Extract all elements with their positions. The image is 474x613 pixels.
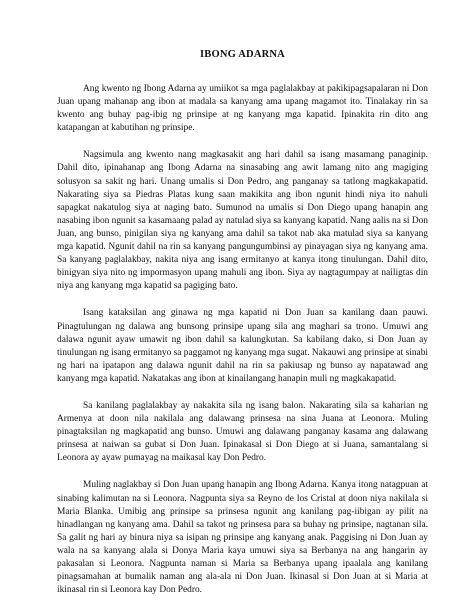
document-title: IBONG ADARNA (200, 49, 285, 60)
paragraph-4: Sa kanilang paglalakbay ay nakakita sila ng isang balon. Nakarating sila sa kaharian ng Armenya at doon nila nakilala ang dalawang prinsesa na sina Juana at Leonora. Muling pinagtaksilan ng magkapatid ang bunso. Umuwi ang dalawang panganay kasama ang dalawang prinsesa at naiwan sa gubat si Don Juan. Ipinakasal si Don Diego at si Juana, samantalang si Leonora ay ayaw pumayag na maikasal kay Don Pedro. (57, 400, 428, 464)
paragraph-5: Muling naglakbay si Don Juan upang hanapin ang Ibong Adarna. Kanya itong natagpuan at sinabing kalimutan na si Leonora. Nagpunta siya sa Reyno de los Cristal at doon niya nakilala si Maria Blanka. Umibig ang prinsipe sa prinsesa ngunit ang kanilang pag-iibigan ay pilit na hinadlangan ng kanyang ama. Dahil sa takot ng prinsesa para sa buhay ng prinsipe, nagtanan sila. Sa galit ng hari ay binura niya sa isipan ng prinsipe ang kanyang anak. Paggising ni Don Juan ay wala na sa kanyang alala si Donya Maria kaya umuwi siya sa Berbanya na ang hangarin ay pakasalan si Leonora. Nagpunta naman si Maria sa Berbanya upang ipaalala ang kanilang pinagsamahan at bumalik naman ang ala-ala ni Don Juan. Ikinasal si Don Juan at si Maria at ikinasal rin si Leonora kay Don Pedro. (57, 480, 428, 596)
paragraph-1: Ang kwento ng Ibong Adarna ay umiikot sa mga paglalakbay at pakikipagsapalaran ni Don Juan upang mahanap ang ibon at madala sa kanyang ama upang magamot ito. Tinalakay rin sa kwento ang buhay pag-ibig ng prinsipe at ng kanyang mga kapatid. Ipinakita rin dito ang katapangan at kabutihan ng prinsipe. (57, 84, 428, 134)
paragraph-2: Nagsimula ang kwento nang magkasakit ang hari dahil sa isang masamang panaginip. Dahil dito, ipinahanap ang Ibong Adarna na sinasabing ang awit lamang nito ang magiging solusyon sa sakit ng hari. Unang umalis si Don Pedro, ang panganay sa tatlong magkakapatid. Nakarating siya sa Piedras Platas kung saan makikita ang ibon ngunit hindi niya ito nahuli sapagkat nakatulog siya at naging bato. Sumunod na umalis si Don Diego upang hanapin ang nasabing ibon ngunit sa kasamaang palad ay natulad siya sa kanyang kapatid. Nang aalis na si Don Juan, ang bunso, pinigilan siya ng kanyang ama dahil sa takot nab aka matulad siya sa kanyang mga kapatid. Ngunit dahil na rin sa kanyang pangungumbinsi ay pinayagan siya ng kanyang ama. Sa kanyang paglalakbay, nakita niya ang isang ermitanyo at kanya itong tinulungan. Dahil dito, binigyan siya nito ng impormasyon upang mahuli ang ibon. Siya ay nagtagumpay at nailigtas din niya ang kanyang mga kapatid sa pagiging bato. (57, 150, 428, 292)
paragraph-3: Isang kataksilan ang ginawa ng mga kapatid ni Don Juan sa kanilang daan pauwi. Pinagtulungan ng dalawa ang bunsong prinsipe upang sila ang maghari sa trono. Umuwi ang dalawa ngunit ayaw umawit ng ibon dahil sa kalungkutan. Sa kabilang dako, si Don Juan ay tinulungan ng isang ermitanyo sa paggamot ng kanyang mga sugat. Nakauwi ang prinsipe at sinabi ng hari na ipatapon ang dalawa ngunit dahil na rin sa pakiusap ng bunso ay napatawad ang kanyang mga kapatid. Nakatakas ang ibon at kinailangang hanapin muli ng magkakapatid. (57, 308, 429, 384)
